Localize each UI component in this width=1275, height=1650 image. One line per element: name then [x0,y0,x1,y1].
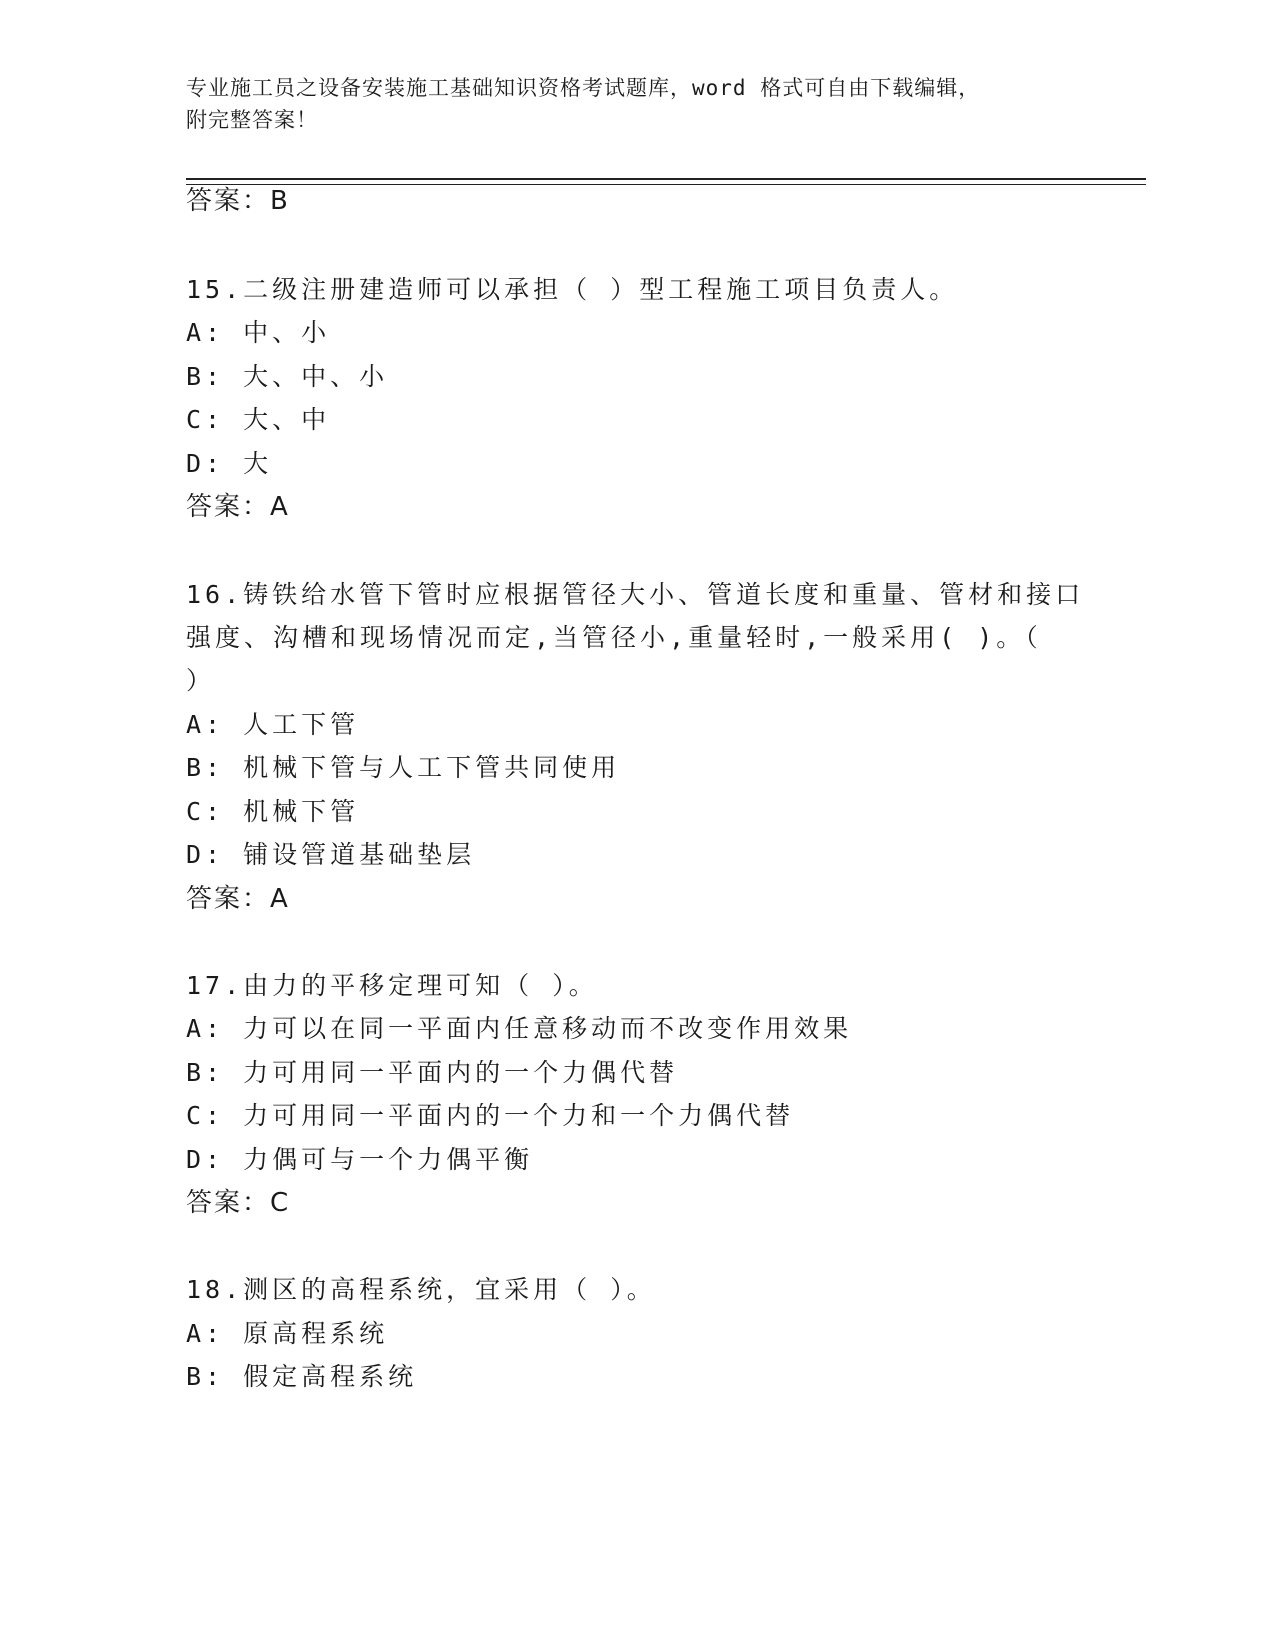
question-18-stem: 18.测区的高程系统，宜采用（ ）。 [186,1275,656,1304]
header-line-1: 专业施工员之设备安装施工基础知识资格考试题库，word 格式可自由下载编辑， [186,76,981,100]
question-15-answer: 答案：A [186,492,290,522]
header-rule-thin [186,184,1146,185]
question-17-answer: 答案：C [186,1188,291,1218]
question-15-stem: 15.二级注册建造师可以承担（ ）型工程施工项目负责人。 [186,275,959,304]
question-17-option-a: A: 力可以在同一平面内任意移动而不改变作用效果 [186,1014,853,1043]
question-17-option-c: C: 力可用同一平面内的一个力和一个力偶代替 [186,1101,795,1130]
question-16-answer: 答案：A [186,884,290,914]
question-16-stem-line-1: 16.铸铁给水管下管时应根据管径大小、管道长度和重量、管材和接口 [186,580,1085,609]
question-17-option-d: D: 力偶可与一个力偶平衡 [186,1145,534,1174]
question-16-option-b: B: 机械下管与人工下管共同使用 [186,753,621,782]
question-16-stem-line-2: 强度、沟槽和现场情况而定,当管径小,重量轻时,一般采用( )。（ [186,623,1042,652]
question-15-option-c: C: 大、中 [186,405,331,434]
question-18-option-b: B: 假定高程系统 [186,1362,418,1391]
question-18-option-a: A: 原高程系统 [186,1319,389,1348]
question-16-option-a: A: 人工下管 [186,710,360,739]
question-15-option-a: A: 中、小 [186,318,331,347]
question-15-option-b: B: 大、中、小 [186,362,389,391]
question-16-option-c: C: 机械下管 [186,797,360,826]
header-rule-thick [186,178,1146,180]
question-16-option-d: D: 铺设管道基础垫层 [186,840,476,869]
question-17-stem: 17.由力的平移定理可知（ ）。 [186,971,598,1000]
answer-line: 答案：B [186,186,290,216]
question-16-stem-line-3: ） [186,666,216,695]
header-line-2: 附完整答案！ [186,108,318,132]
document-header [186,72,1086,136]
question-17-option-b: B: 力可用同一平面内的一个力偶代替 [186,1058,679,1087]
question-15-option-d: D: 大 [186,449,273,478]
